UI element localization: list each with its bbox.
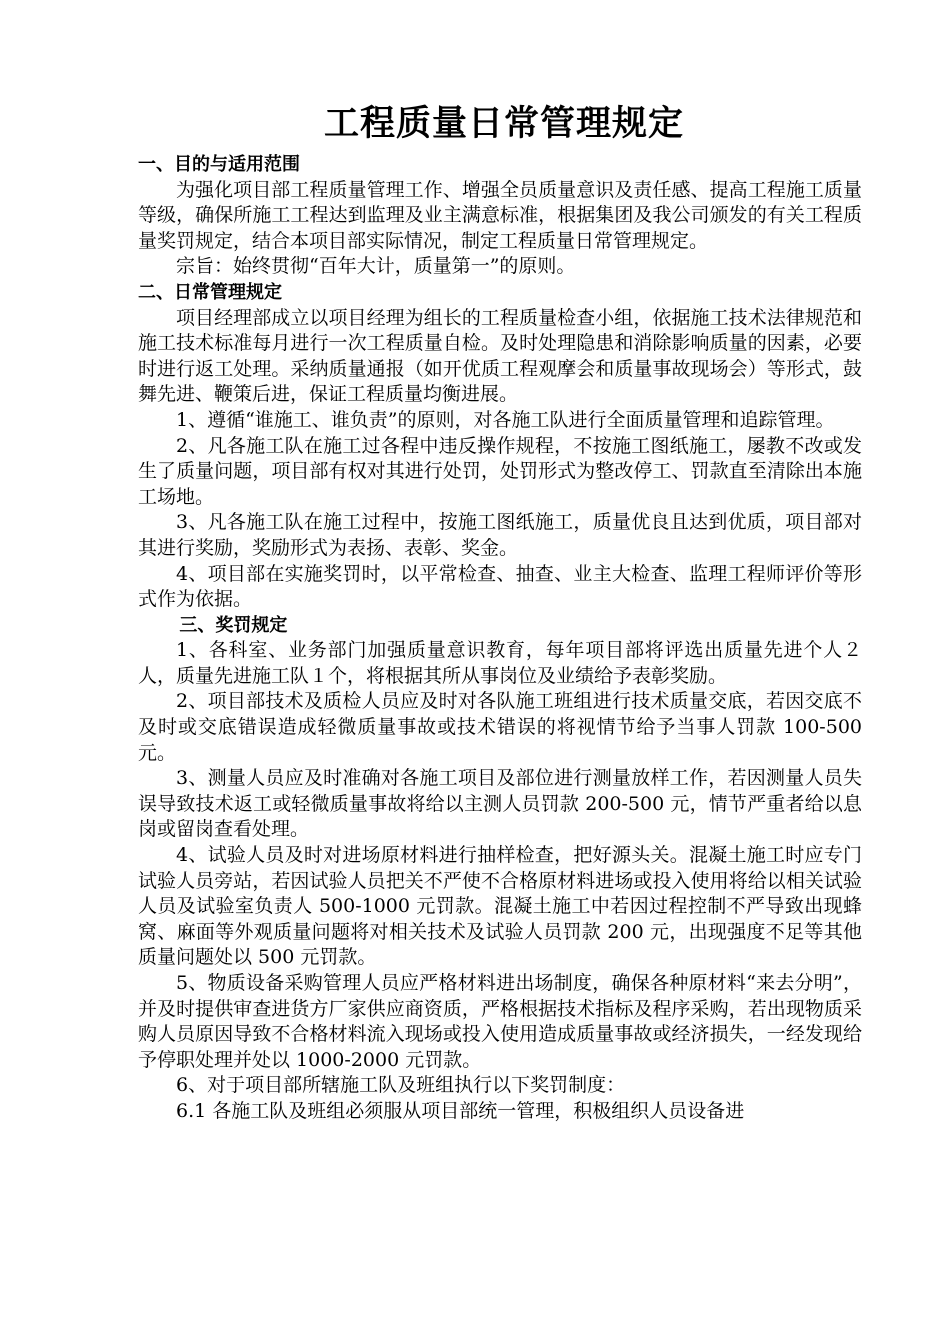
- document-title: 工程质量日常管理规定: [323, 104, 684, 144]
- paragraph: 6.1 各施工队及班组必须服从项目部统一管理，积极组织人员设备进: [176, 1099, 745, 1122]
- document-page: [138, 96, 862, 1125]
- paragraph: 1、遵循“谁施工、谁负责”的原则，对各施工队进行全面质量管理和追踪管理。: [176, 408, 835, 431]
- section-heading-rewards-penalties: 三、奖罚规定: [179, 614, 288, 636]
- section-heading-purpose: 一、目的与适用范围: [138, 154, 300, 175]
- paragraph: 2、凡各施工队在施工过各程中违反操作规程，不按施工图纸施工，屡教不改或发生了质量问题，项目部有权对其进行处罚，处罚形式为整改停工、罚款直至清除出本施工场地。: [138, 434, 862, 508]
- paragraph: 4、试验人员及时对进场原材料进行抽样检查，把好源头关。混凝土施工时应专门试验人员旁站，若因试验人员把关不严使不合格原材料进场或投入使用将给以相关试验人员及试验室负责人 500-1000 元罚款。混凝土施工中若因过程控制不严导致出现蜂窝、麻面等外观质量问题将对相关技术及试验人员罚款 200 元，出现强度不足等其他质量问题处以 500 元罚款。: [138, 844, 862, 969]
- section-heading-daily-management: 二、日常管理规定: [138, 281, 282, 303]
- paragraph: 5、物质设备采购管理人员应严格材料进出场制度，确保各种原材料“来去分明”，并及时提供审查进货方厂家供应商资质，严格根据技术指标及程序采购，若出现物质采购人员原因导致不合格材料流入现场或投入使用造成质量事故或经济损失，一经发现给予停职处理并处以 1000-2000 元罚款。: [138, 972, 862, 1071]
- paragraph: 2、项目部技术及质检人员应及时对各队施工班组进行技术质量交底，若因交底不及时或交底错误造成轻微质量事故或技术错误的将视情节给予当事人罚款 100-500 元。: [138, 690, 862, 764]
- paragraph: 3、测量人员应及时准确对各施工项目及部位进行测量放样工作，若因测量人员失误导致技术返工或轻微质量事故将给以主测人员罚款 200-500 元，情节严重者给以息岗或留岗查看处理。: [138, 767, 862, 841]
- paragraph: 3、凡各施工队在施工过程中，按施工图纸施工，质量优良且达到优质，项目部对其进行奖励，奖励形式为表扬、表彰、奖金。: [138, 511, 862, 559]
- paragraph: 1、各科室、业务部门加强质量意识教育，每年项目部将评选出质量先进个人２人，质量先进施工队１个，将根据其所从事岗位及业绩给予表彰奖励。: [138, 639, 862, 687]
- paragraph: 为强化项目部工程质量管理工作、增强全员质量意识及责任感、提高工程施工质量等级，确保所施工工程达到监理及业主满意标准，根据集团及我公司颁发的有关工程质量奖罚规定，结合本项目部实际情况，制定工程质量日常管理规定。: [138, 178, 862, 252]
- paragraph: 4、项目部在实施奖罚时，以平常检查、抽查、业主大检查、监理工程师评价等形式作为依据。: [138, 562, 862, 611]
- paragraph: 宗旨：始终贯彻“百年大计，质量第一”的原则。: [176, 255, 576, 278]
- paragraph: 6、对于项目部所辖施工队及班组执行以下奖罚制度：: [176, 1074, 626, 1097]
- paragraph: 项目经理部成立以项目经理为组长的工程质量检查小组，依据施工技术法律规范和施工技术标准每月进行一次工程质量自检。及时处理隐患和消除影响质量的因素，必要时进行返工处理。采纳质量通报（如开优质工程观摩会和质量事故现场会）等形式，鼓舞先进、鞭策后进，保证工程质量均衡进展。: [138, 306, 862, 406]
